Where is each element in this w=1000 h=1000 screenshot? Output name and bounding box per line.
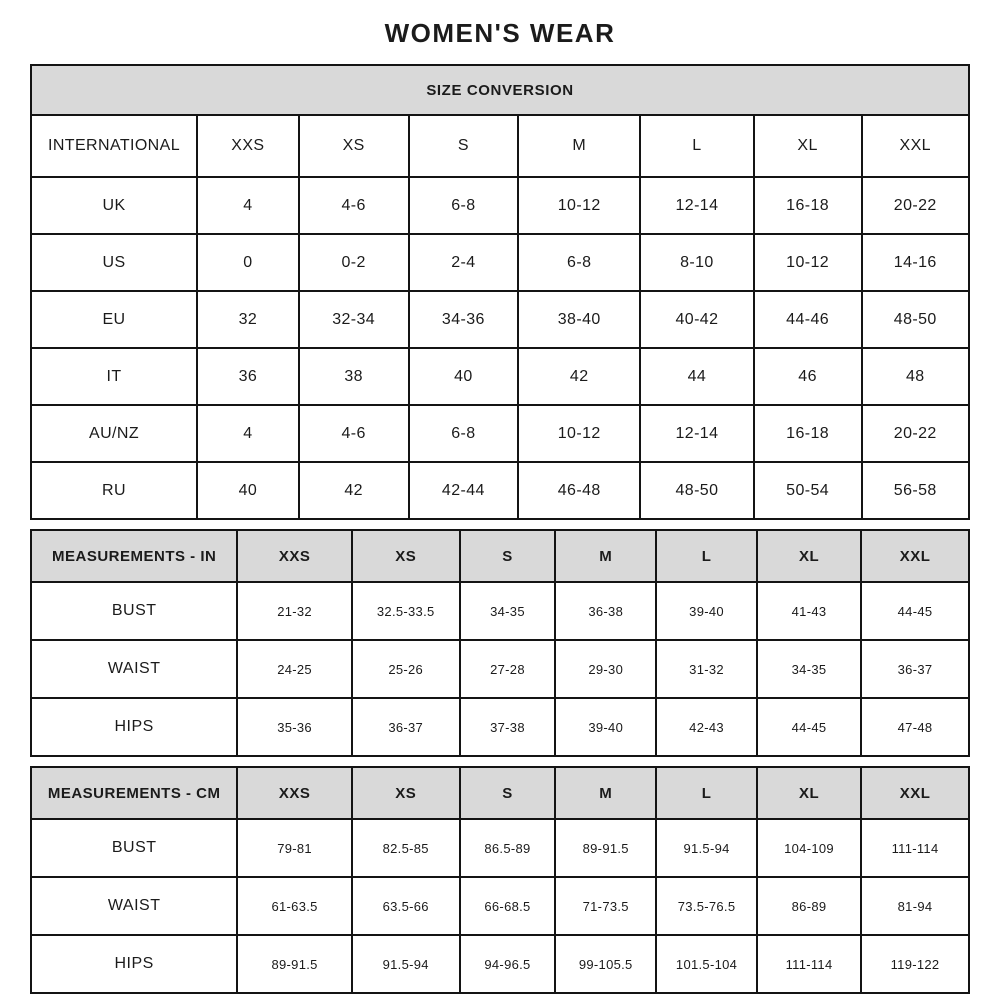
table-cell: 119-122 (861, 935, 969, 993)
table-cell: 81-94 (861, 877, 969, 935)
row-label-aunz: AU/NZ (31, 405, 197, 462)
table-cell: 36 (197, 348, 299, 405)
table-cell: 89-91.5 (237, 935, 351, 993)
table-cell: 2-4 (409, 234, 519, 291)
table-title-row (31, 65, 969, 115)
table-cell: 36-37 (861, 640, 969, 698)
table-cell: 31-32 (656, 640, 757, 698)
table-cell: 61-63.5 (237, 877, 351, 935)
table-cell: 46-48 (518, 462, 640, 519)
table-cell: 73.5-76.5 (656, 877, 757, 935)
table-row-bust-in (31, 582, 969, 640)
size-header-s: S (460, 530, 556, 582)
row-label-hips: HIPS (31, 698, 237, 756)
size-header-m: M (555, 767, 656, 819)
row-label-it: IT (31, 348, 197, 405)
size-header-s: S (460, 767, 556, 819)
table-cell: 36-38 (555, 582, 656, 640)
row-label-uk: UK (31, 177, 197, 234)
table-cell: 4 (197, 177, 299, 234)
table-cell: 39-40 (555, 698, 656, 756)
table-cell: 56-58 (862, 462, 969, 519)
table-cell: 111-114 (861, 819, 969, 877)
table-cell: 10-12 (754, 234, 862, 291)
table-cell: 91.5-94 (656, 819, 757, 877)
table-cell: 36-37 (352, 698, 460, 756)
table-cell: 12-14 (640, 177, 753, 234)
table-cell: 41-43 (757, 582, 861, 640)
table-cell: 6-8 (409, 405, 519, 462)
measurements-in-title: MEASUREMENTS - IN (31, 530, 237, 582)
table-cell: 42 (518, 348, 640, 405)
table-cell: 6-8 (409, 177, 519, 234)
table-cell: 16-18 (754, 405, 862, 462)
table-cell: 27-28 (460, 640, 556, 698)
table-cell: 44-46 (754, 291, 862, 348)
row-label-waist: WAIST (31, 640, 237, 698)
table-row-bust-cm (31, 819, 969, 877)
table-cell: 16-18 (754, 177, 862, 234)
size-header-l: L (640, 115, 753, 177)
size-header-xs: XS (299, 115, 409, 177)
table-cell: 6-8 (518, 234, 640, 291)
table-cell: 42-43 (656, 698, 757, 756)
measurements-in-table (30, 529, 970, 757)
table-cell: 94-96.5 (460, 935, 556, 993)
table-cell: 21-32 (237, 582, 351, 640)
row-label-us: US (31, 234, 197, 291)
size-header-xxs: XXS (197, 115, 299, 177)
table-row-aunz (31, 405, 969, 462)
table-cell: 4-6 (299, 177, 409, 234)
row-label-bust: BUST (31, 582, 237, 640)
table-row-waist-in (31, 640, 969, 698)
size-header-xl: XL (757, 767, 861, 819)
table-cell: 63.5-66 (352, 877, 460, 935)
table-cell: 48-50 (862, 291, 969, 348)
table-cell: 42-44 (409, 462, 519, 519)
table-cell: 32-34 (299, 291, 409, 348)
table-cell: 44-45 (861, 582, 969, 640)
size-header-s: S (409, 115, 519, 177)
size-guide-page (30, 0, 970, 994)
row-label-bust: BUST (31, 819, 237, 877)
measurements-cm-header-row (31, 767, 969, 819)
table-row-hips-in (31, 698, 969, 756)
table-cell: 39-40 (656, 582, 757, 640)
row-label-waist: WAIST (31, 877, 237, 935)
table-cell: 79-81 (237, 819, 351, 877)
size-conversion-title: SIZE CONVERSION (31, 65, 969, 115)
table-cell: 86-89 (757, 877, 861, 935)
size-header-m: M (555, 530, 656, 582)
measurements-in-header-row (31, 530, 969, 582)
table-cell: 91.5-94 (352, 935, 460, 993)
table-cell: 25-26 (352, 640, 460, 698)
table-cell: 101.5-104 (656, 935, 757, 993)
table-cell: 10-12 (518, 405, 640, 462)
table-cell: 40-42 (640, 291, 753, 348)
table-cell: 46 (754, 348, 862, 405)
table-cell: 0 (197, 234, 299, 291)
table-cell: 50-54 (754, 462, 862, 519)
table-cell: 14-16 (862, 234, 969, 291)
table-row-waist-cm (31, 877, 969, 935)
table-cell: 8-10 (640, 234, 753, 291)
table-cell: 89-91.5 (555, 819, 656, 877)
size-header-xxl: XXL (862, 115, 969, 177)
size-header-xxl: XXL (861, 767, 969, 819)
size-header-l: L (656, 767, 757, 819)
table-row-hips-cm (31, 935, 969, 993)
size-conversion-table (30, 64, 970, 520)
table-cell: 40 (197, 462, 299, 519)
measurements-cm-table (30, 766, 970, 994)
table-row-uk (31, 177, 969, 234)
page-title: WOMEN'S WEAR (384, 18, 616, 48)
size-header-xs: XS (352, 767, 460, 819)
header-label-international: INTERNATIONAL (31, 115, 197, 177)
size-header-xl: XL (754, 115, 862, 177)
size-header-m: M (518, 115, 640, 177)
size-header-xl: XL (757, 530, 861, 582)
size-header-xs: XS (352, 530, 460, 582)
table-cell: 20-22 (862, 405, 969, 462)
table-cell: 82.5-85 (352, 819, 460, 877)
table-cell: 38-40 (518, 291, 640, 348)
table-cell: 44 (640, 348, 753, 405)
size-header-l: L (656, 530, 757, 582)
table-cell: 4-6 (299, 405, 409, 462)
size-header-xxs: XXS (237, 530, 351, 582)
table-row-us (31, 234, 969, 291)
table-cell: 0-2 (299, 234, 409, 291)
table-cell: 34-35 (757, 640, 861, 698)
table-cell: 29-30 (555, 640, 656, 698)
table-cell: 47-48 (861, 698, 969, 756)
size-header-xxs: XXS (237, 767, 351, 819)
table-row-ru (31, 462, 969, 519)
table-cell: 32 (197, 291, 299, 348)
table-cell: 40 (409, 348, 519, 405)
table-cell: 44-45 (757, 698, 861, 756)
row-label-hips: HIPS (31, 935, 237, 993)
table-cell: 35-36 (237, 698, 351, 756)
row-label-ru: RU (31, 462, 197, 519)
table-cell: 99-105.5 (555, 935, 656, 993)
table-cell: 48-50 (640, 462, 753, 519)
table-cell: 38 (299, 348, 409, 405)
table-cell: 66-68.5 (460, 877, 556, 935)
measurements-cm-title: MEASUREMENTS - CM (31, 767, 237, 819)
size-header-row (31, 115, 969, 177)
table-cell: 20-22 (862, 177, 969, 234)
table-cell: 10-12 (518, 177, 640, 234)
table-cell: 111-114 (757, 935, 861, 993)
row-label-eu: EU (31, 291, 197, 348)
table-cell: 48 (862, 348, 969, 405)
table-cell: 71-73.5 (555, 877, 656, 935)
table-cell: 4 (197, 405, 299, 462)
table-cell: 37-38 (460, 698, 556, 756)
table-cell: 34-35 (460, 582, 556, 640)
table-cell: 24-25 (237, 640, 351, 698)
table-cell: 12-14 (640, 405, 753, 462)
size-header-xxl: XXL (861, 530, 969, 582)
table-row-it (31, 348, 969, 405)
table-cell: 42 (299, 462, 409, 519)
table-cell: 34-36 (409, 291, 519, 348)
table-cell: 86.5-89 (460, 819, 556, 877)
table-row-eu (31, 291, 969, 348)
table-cell: 104-109 (757, 819, 861, 877)
table-cell: 32.5-33.5 (352, 582, 460, 640)
